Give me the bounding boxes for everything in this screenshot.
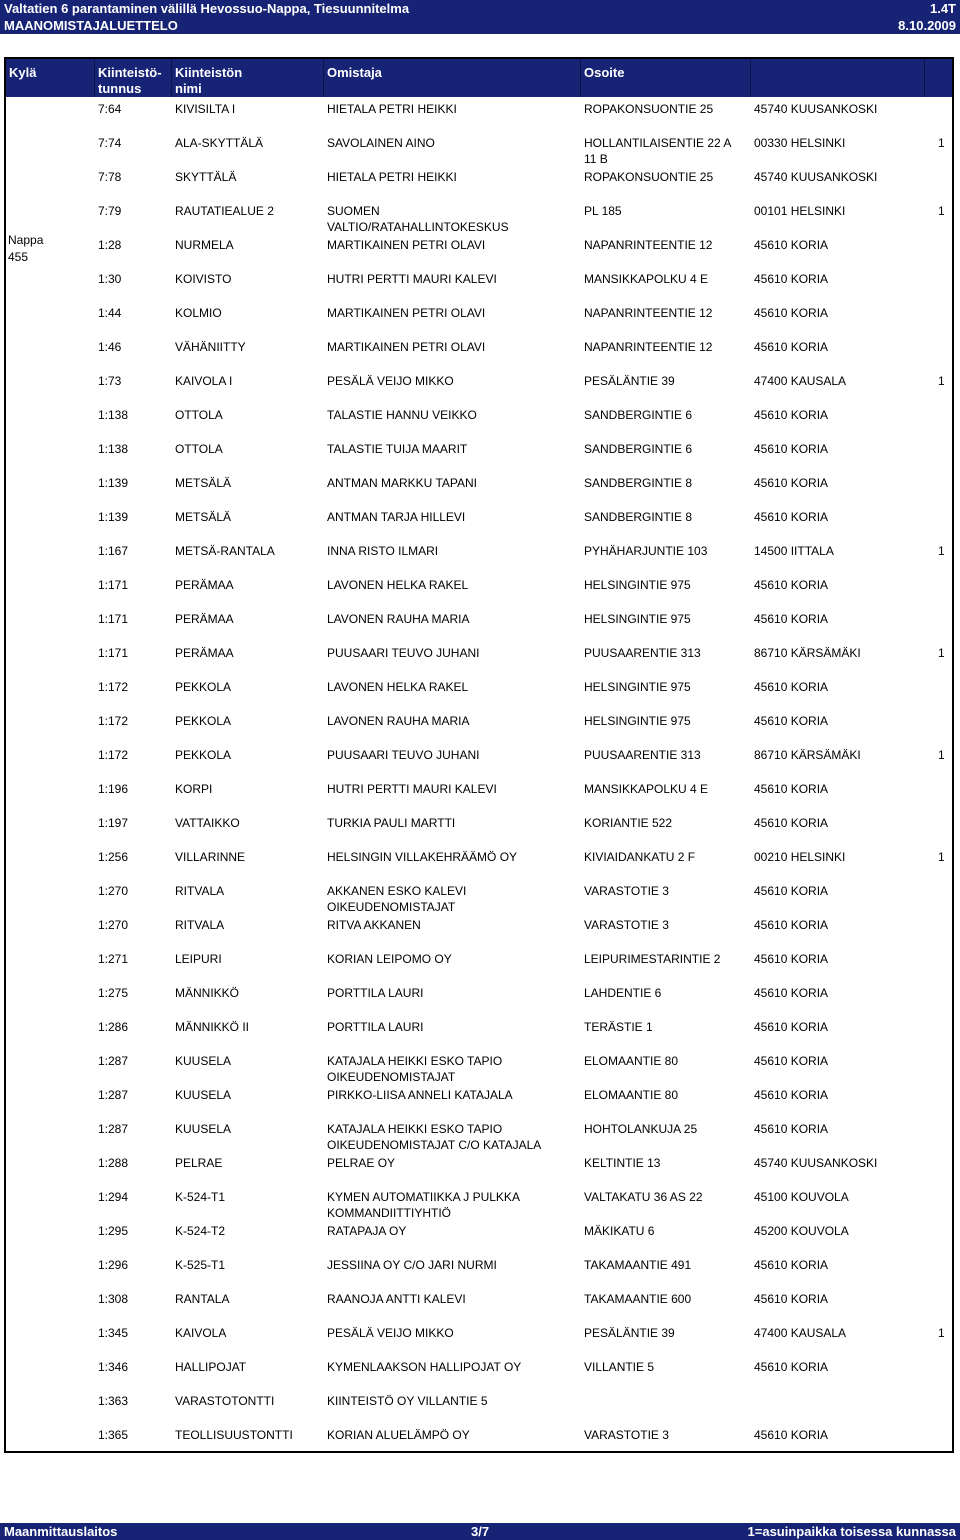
cell-address: PESÄLÄNTIE 39 [584, 374, 675, 388]
cell-residence-flag: 1 [938, 646, 945, 660]
cell-property-id: 1:345 [98, 1326, 129, 1340]
cell-property-id: 1:46 [98, 340, 122, 354]
column-header-property-id-1: Kiinteistö- [98, 65, 162, 80]
cell-property-name: KOLMIO [175, 306, 222, 320]
cell-owner: PORTTILA LAURI [327, 1020, 424, 1034]
cell-owner: KYMEN AUTOMATIIKKA J PULKKA [327, 1190, 520, 1204]
cell-property-name: KUUSELA [175, 1054, 232, 1068]
cell-property-name: K-524-T1 [175, 1190, 226, 1204]
cell-owner-line2: OIKEUDENOMISTAJAT C/O KATAJALA [327, 1138, 542, 1152]
column-header-property-name-1: Kiinteistön [175, 65, 243, 80]
cell-owner: LAVONEN HELKA RAKEL [327, 578, 469, 592]
village-name: Nappa [8, 233, 44, 247]
cell-property-name: RITVALA [175, 884, 225, 898]
page-number: 3/7 [471, 1524, 490, 1539]
cell-address: KELTINTIE 13 [584, 1156, 661, 1170]
cell-owner: HUTRI PERTTI MAURI KALEVI [327, 272, 497, 286]
cell-property-id: 1:295 [98, 1224, 129, 1238]
cell-postal-area: 45610 KORIA [754, 1292, 829, 1306]
cell-address: VILLANTIE 5 [584, 1360, 655, 1374]
cell-owner: LAVONEN HELKA RAKEL [327, 680, 469, 694]
cell-property-id: 1:167 [98, 544, 129, 558]
cell-postal-area: 45610 KORIA [754, 612, 829, 626]
column-divider [750, 59, 751, 97]
cell-residence-flag: 1 [938, 850, 945, 864]
cell-address: LEIPURIMESTARINTIE 2 [584, 952, 721, 966]
cell-postal-area: 45610 KORIA [754, 1428, 829, 1442]
cell-postal-area: 14500 IITTALA [754, 544, 834, 558]
cell-owner: TALASTIE HANNU VEIKKO [327, 408, 477, 422]
report-subtitle-bar [0, 17, 960, 34]
cell-address: HELSINGINTIE 975 [584, 680, 691, 694]
cell-address: SANDBERGINTIE 6 [584, 408, 693, 422]
cell-address: ELOMAANTIE 80 [584, 1054, 679, 1068]
footer-note: 1=asuinpaikka toisessa kunnassa [747, 1524, 956, 1539]
cell-residence-flag: 1 [938, 136, 945, 150]
cell-property-id: 1:287 [98, 1088, 129, 1102]
cell-address: SANDBERGINTIE 8 [584, 510, 693, 524]
cell-property-id: 1:288 [98, 1156, 129, 1170]
cell-postal-area: 45610 KORIA [754, 238, 829, 252]
column-header-address: Osoite [584, 65, 625, 80]
cell-owner: ANTMAN MARKKU TAPANI [327, 476, 478, 490]
cell-property-id: 1:270 [98, 918, 129, 932]
cell-postal-area: 45610 KORIA [754, 884, 829, 898]
cell-property-name: RITVALA [175, 918, 225, 932]
cell-address: MANSIKKAPOLKU 4 E [584, 782, 709, 796]
cell-address: VARASTOTIE 3 [584, 918, 669, 932]
cell-property-name: ALA-SKYTTÄLÄ [175, 136, 264, 150]
cell-postal-area: 45610 KORIA [754, 816, 829, 830]
cell-property-id: 1:286 [98, 1020, 129, 1034]
cell-address: KIVIAIDANKATU 2 F [584, 850, 696, 864]
cell-postal-area: 45610 KORIA [754, 714, 829, 728]
cell-residence-flag: 1 [938, 204, 945, 218]
cell-postal-area: 45610 KORIA [754, 1360, 829, 1374]
cell-property-id: 1:346 [98, 1360, 129, 1374]
cell-postal-area: 45610 KORIA [754, 510, 829, 524]
cell-property-id: 1:73 [98, 374, 122, 388]
cell-postal-area: 45610 KORIA [754, 680, 829, 694]
cell-owner: PESÄLÄ VEIJO MIKKO [327, 1326, 454, 1340]
cell-address: TAKAMAANTIE 600 [584, 1292, 692, 1306]
cell-postal-area: 45610 KORIA [754, 408, 829, 422]
cell-residence-flag: 1 [938, 1326, 945, 1340]
cell-postal-area: 45610 KORIA [754, 1258, 829, 1272]
cell-property-id: 1:139 [98, 510, 129, 524]
cell-property-name: KUUSELA [175, 1088, 232, 1102]
cell-postal-area: 45610 KORIA [754, 986, 829, 1000]
cell-property-name: VATTAIKKO [175, 816, 240, 830]
cell-property-name: SKYTTÄLÄ [175, 170, 237, 184]
cell-property-id: 1:139 [98, 476, 129, 490]
column-divider [924, 59, 925, 97]
cell-postal-area: 45610 KORIA [754, 952, 829, 966]
cell-property-id: 1:28 [98, 238, 122, 252]
cell-postal-area: 47400 KAUSALA [754, 374, 847, 388]
cell-address: HELSINGINTIE 975 [584, 612, 691, 626]
owner-table [4, 57, 954, 1453]
cell-address: ROPAKONSUONTIE 25 [584, 170, 714, 184]
cell-property-name: KAIVOLA [175, 1326, 227, 1340]
cell-postal-area: 47400 KAUSALA [754, 1326, 847, 1340]
cell-owner: KIINTEISTÖ OY VILLANTIE 5 [327, 1394, 488, 1408]
cell-property-name: PERÄMAA [175, 578, 234, 592]
cell-property-name: K-524-T2 [175, 1224, 226, 1238]
cell-owner: MARTIKAINEN PETRI OLAVI [327, 306, 486, 320]
cell-address: SANDBERGINTIE 8 [584, 476, 693, 490]
cell-postal-area: 45610 KORIA [754, 476, 829, 490]
cell-property-name: VILLARINNE [175, 850, 246, 864]
cell-owner: RITVA AKKANEN [327, 918, 421, 932]
cell-property-id: 1:287 [98, 1054, 129, 1068]
column-header-property-id-2: tunnus [98, 81, 142, 96]
cell-property-name: PELRAE [175, 1156, 223, 1170]
page-footer [0, 1523, 960, 1540]
cell-owner: INNA RISTO ILMARI [327, 544, 439, 558]
cell-owner: PORTTILA LAURI [327, 986, 424, 1000]
cell-residence-flag: 1 [938, 544, 945, 558]
cell-property-id: 1:44 [98, 306, 122, 320]
cell-address: VARASTOTIE 3 [584, 884, 669, 898]
cell-address: TAKAMAANTIE 491 [584, 1258, 692, 1272]
cell-property-name: KAIVOLA I [175, 374, 233, 388]
cell-postal-area: 45200 KOUVOLA [754, 1224, 849, 1238]
cell-address: PUUSAARENTIE 313 [584, 748, 701, 762]
report-date: 8.10.2009 [898, 18, 956, 33]
cell-property-id: 1:138 [98, 442, 129, 456]
cell-property-name: K-525-T1 [175, 1258, 226, 1272]
cell-residence-flag: 1 [938, 374, 945, 388]
footer-organization: Maanmittauslaitos [4, 1524, 118, 1539]
cell-property-name: MÄNNIKKÖ [175, 986, 240, 1000]
cell-property-name: MÄNNIKKÖ II [175, 1020, 250, 1034]
cell-property-name: PERÄMAA [175, 646, 234, 660]
cell-property-name: PEKKOLA [175, 680, 232, 694]
cell-address: NAPANRINTEENTIE 12 [584, 306, 713, 320]
cell-property-id: 1:197 [98, 816, 129, 830]
cell-owner: PELRAE OY [327, 1156, 396, 1170]
column-divider [171, 59, 172, 97]
cell-postal-area: 45740 KUUSANKOSKI [754, 170, 878, 184]
cell-property-id: 1:363 [98, 1394, 129, 1408]
cell-owner: MARTIKAINEN PETRI OLAVI [327, 340, 486, 354]
cell-postal-area: 45610 KORIA [754, 782, 829, 796]
cell-owner: LAVONEN RAUHA MARIA [327, 612, 470, 626]
cell-property-id: 1:296 [98, 1258, 129, 1272]
cell-property-name: NURMELA [175, 238, 234, 252]
cell-owner: PIRKKO-LIISA ANNELI KATAJALA [327, 1088, 513, 1102]
cell-property-name: KORPI [175, 782, 213, 796]
cell-owner: KORIAN ALUELÄMPÖ OY [327, 1428, 470, 1442]
column-header-property-name-2: nimi [175, 81, 202, 96]
cell-property-name: PEKKOLA [175, 748, 232, 762]
cell-address-line2: 11 B [584, 152, 608, 166]
cell-property-id: 1:171 [98, 612, 129, 626]
cell-address: HOHTOLANKUJA 25 [584, 1122, 698, 1136]
cell-property-id: 1:308 [98, 1292, 129, 1306]
cell-owner: HUTRI PERTTI MAURI KALEVI [327, 782, 497, 796]
cell-address: LAHDENTIE 6 [584, 986, 662, 1000]
cell-property-name: OTTOLA [175, 408, 223, 422]
cell-owner: PUUSAARI TEUVO JUHANI [327, 646, 480, 660]
cell-property-name: OTTOLA [175, 442, 223, 456]
cell-address: NAPANRINTEENTIE 12 [584, 340, 713, 354]
cell-owner: RATAPAJA OY [327, 1224, 407, 1238]
column-header-village: Kylä [9, 65, 37, 80]
cell-postal-area: 45610 KORIA [754, 272, 829, 286]
cell-property-name: VÄHÄNIITTY [175, 340, 246, 354]
cell-owner: TURKIA PAULI MARTTI [327, 816, 456, 830]
cell-postal-area: 86710 KÄRSÄMÄKI [754, 748, 861, 762]
cell-property-name: METSÄLÄ [175, 510, 232, 524]
cell-property-id: 1:171 [98, 578, 129, 592]
cell-property-id: 1:30 [98, 272, 122, 286]
cell-property-name: RAUTATIEALUE 2 [175, 204, 274, 218]
cell-owner: AKKANEN ESKO KALEVI [327, 884, 467, 898]
cell-address: MANSIKKAPOLKU 4 E [584, 272, 709, 286]
cell-address: TERÄSTIE 1 [584, 1020, 653, 1034]
cell-owner: KYMENLAAKSON HALLIPOJAT OY [327, 1360, 522, 1374]
cell-property-id: 7:64 [98, 102, 122, 116]
cell-property-name: METSÄLÄ [175, 476, 232, 490]
document-number: 1.4T [929, 1, 956, 16]
cell-postal-area: 45610 KORIA [754, 918, 829, 932]
cell-property-id: 1:138 [98, 408, 129, 422]
cell-postal-area: 00210 HELSINKI [754, 850, 846, 864]
cell-property-id: 1:270 [98, 884, 129, 898]
cell-property-id: 1:294 [98, 1190, 129, 1204]
cell-property-name: LEIPURI [175, 952, 222, 966]
cell-postal-area: 00101 HELSINKI [754, 204, 846, 218]
cell-owner: HIETALA PETRI HEIKKI [327, 170, 457, 184]
cell-postal-area: 45610 KORIA [754, 1054, 829, 1068]
cell-property-id: 1:172 [98, 680, 129, 694]
cell-property-name: KUUSELA [175, 1122, 232, 1136]
cell-address: MÄKIKATU 6 [584, 1224, 655, 1238]
cell-owner: PUUSAARI TEUVO JUHANI [327, 748, 480, 762]
cell-owner: SAVOLAINEN AINO [327, 136, 435, 150]
cell-owner: HELSINGIN VILLAKEHRÄÄMÖ OY [327, 850, 518, 864]
cell-property-id: 1:172 [98, 714, 129, 728]
cell-property-id: 1:365 [98, 1428, 129, 1442]
cell-owner: SUOMEN [327, 204, 380, 218]
cell-property-name: TEOLLISUUSTONTTI [175, 1428, 293, 1442]
cell-address: ROPAKONSUONTIE 25 [584, 102, 714, 116]
cell-owner-line2: VALTIO/RATAHALLINTOKESKUS [327, 220, 509, 234]
cell-postal-area: 86710 KÄRSÄMÄKI [754, 646, 861, 660]
cell-owner: LAVONEN RAUHA MARIA [327, 714, 470, 728]
cell-property-name: METSÄ-RANTALA [175, 544, 275, 558]
cell-postal-area: 45740 KUUSANKOSKI [754, 1156, 878, 1170]
cell-postal-area: 45740 KUUSANKOSKI [754, 102, 878, 116]
cell-property-name: PEKKOLA [175, 714, 232, 728]
cell-owner: HIETALA PETRI HEIKKI [327, 102, 457, 116]
cell-owner: ANTMAN TARJA HILLEVI [327, 510, 466, 524]
report-subtitle: MAANOMISTAJALUETTELO [4, 18, 178, 33]
cell-owner-line2: OIKEUDENOMISTAJAT [327, 900, 456, 914]
cell-owner: KATAJALA HEIKKI ESKO TAPIO [327, 1122, 503, 1136]
cell-address: PUUSAARENTIE 313 [584, 646, 701, 660]
cell-owner: KATAJALA HEIKKI ESKO TAPIO [327, 1054, 503, 1068]
cell-property-id: 1:172 [98, 748, 129, 762]
cell-address: NAPANRINTEENTIE 12 [584, 238, 713, 252]
cell-property-name: KIVISILTA I [175, 102, 236, 116]
cell-owner-line2: KOMMANDIITTIYHTIÖ [327, 1206, 451, 1220]
cell-address: VARASTOTIE 3 [584, 1428, 669, 1442]
cell-property-id: 1:271 [98, 952, 129, 966]
cell-address: PYHÄHARJUNTIE 103 [584, 544, 708, 558]
cell-property-name: VARASTOTONTTI [175, 1394, 275, 1408]
cell-address: PESÄLÄNTIE 39 [584, 1326, 675, 1340]
column-header-owner: Omistaja [327, 65, 382, 80]
cell-property-id: 7:78 [98, 170, 122, 184]
cell-property-id: 1:256 [98, 850, 129, 864]
cell-property-id: 1:287 [98, 1122, 129, 1136]
cell-address: HELSINGINTIE 975 [584, 714, 691, 728]
cell-postal-area: 45610 KORIA [754, 578, 829, 592]
cell-owner-line2: OIKEUDENOMISTAJAT [327, 1070, 456, 1084]
column-divider [323, 59, 324, 97]
cell-postal-area: 45610 KORIA [754, 1088, 829, 1102]
cell-address: VALTAKATU 36 AS 22 [584, 1190, 703, 1204]
report-title-bar [0, 0, 960, 17]
village-number: 455 [8, 250, 29, 264]
cell-postal-area: 45610 KORIA [754, 442, 829, 456]
cell-residence-flag: 1 [938, 748, 945, 762]
cell-postal-area: 45610 KORIA [754, 1122, 829, 1136]
column-divider [94, 59, 95, 97]
report-title: Valtatien 6 parantaminen välillä Hevossuo-Nappa, Tiesuunnitelma [4, 1, 410, 16]
cell-property-id: 1:275 [98, 986, 129, 1000]
cell-address: ELOMAANTIE 80 [584, 1088, 679, 1102]
cell-property-name: PERÄMAA [175, 612, 234, 626]
cell-property-name: KOIVISTO [175, 272, 232, 286]
cell-owner: TALASTIE TUIJA MAARIT [327, 442, 468, 456]
table-header [6, 59, 952, 97]
cell-address: PL 185 [584, 204, 622, 218]
cell-address: SANDBERGINTIE 6 [584, 442, 693, 456]
cell-owner: JESSIINA OY C/O JARI NURMI [327, 1258, 497, 1272]
cell-owner: MARTIKAINEN PETRI OLAVI [327, 238, 486, 252]
cell-address: KORIANTIE 522 [584, 816, 673, 830]
cell-postal-area: 45610 KORIA [754, 340, 829, 354]
cell-property-id: 7:79 [98, 204, 122, 218]
cell-property-id: 1:196 [98, 782, 129, 796]
cell-property-id: 1:171 [98, 646, 129, 660]
cell-postal-area: 45610 KORIA [754, 306, 829, 320]
cell-address: HELSINGINTIE 975 [584, 578, 691, 592]
cell-property-name: RANTALA [175, 1292, 230, 1306]
column-divider [580, 59, 581, 97]
cell-postal-area: 45610 KORIA [754, 1020, 829, 1034]
cell-owner: KORIAN LEIPOMO OY [327, 952, 452, 966]
cell-postal-area: 45100 KOUVOLA [754, 1190, 849, 1204]
cell-postal-area: 00330 HELSINKI [754, 136, 846, 150]
cell-address: HOLLANTILAISENTIE 22 A [584, 136, 732, 150]
cell-property-name: HALLIPOJAT [175, 1360, 247, 1374]
cell-owner: PESÄLÄ VEIJO MIKKO [327, 374, 454, 388]
cell-owner: RAANOJA ANTTI KALEVI [327, 1292, 466, 1306]
cell-property-id: 7:74 [98, 136, 122, 150]
